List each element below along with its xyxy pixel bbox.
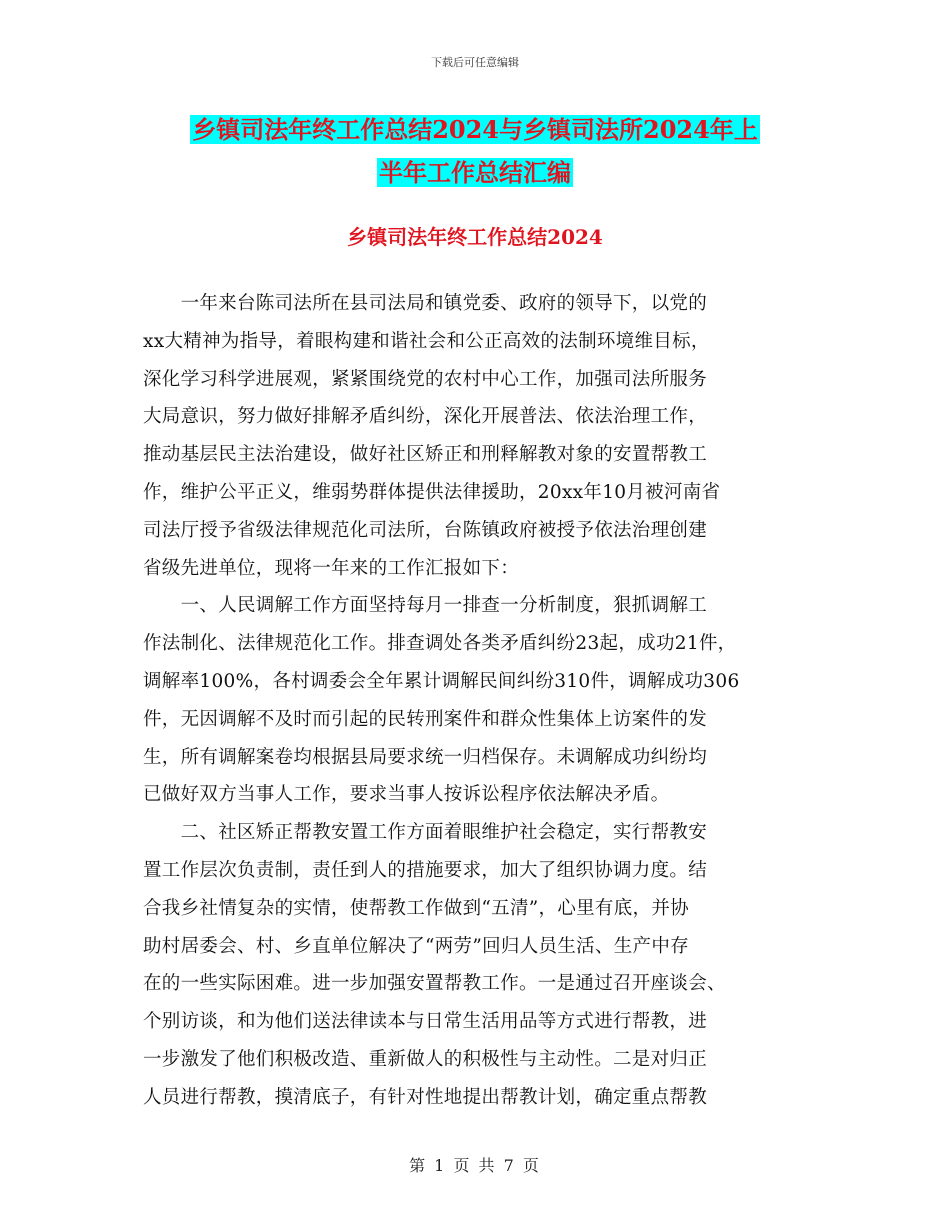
document-title-text-2: 半年工作总结汇编 bbox=[379, 158, 571, 187]
body-line: 置工作层次负责制，责任到人的措施要求，加大了组织协调力度。结 bbox=[143, 860, 708, 881]
body-line: 司法厅授予省级法律规范化司法所，台陈镇政府被授予依法治理创建 bbox=[143, 519, 708, 541]
page-footer: 第 1 页 共 7 页 bbox=[409, 1156, 541, 1175]
body-line: 一步激发了他们积极改造、重新做人的积极性与主动性。二是对归正 bbox=[143, 1049, 708, 1070]
body-line: 助村居委会、村、乡直单位解决了“两劳”回归人员生活、生产中存 bbox=[143, 935, 689, 957]
header-note: 下载后可任意编辑 bbox=[431, 56, 519, 69]
section-title: 乡镇司法年终工作总结2024 bbox=[347, 225, 603, 249]
body-line: 推动基层民主法治建设，做好社区矫正和刑释解教对象的安置帮教工 bbox=[143, 444, 708, 466]
body-line: 作法制化、法律规范化工作。排查调处各类矛盾纠纷23起，成功21件， bbox=[143, 633, 737, 655]
body-line: 件，无因调解不及时而引起的民转刑案件和群众性集体上访案件的发 bbox=[143, 708, 708, 730]
body-line: 调解率100%，各村调委会全年累计调解民间纠纷310件，调解成功306 bbox=[143, 671, 740, 692]
body-line: 大局意识，努力做好排解矛盾纠纷，深化开展普法、依法治理工作， bbox=[143, 406, 708, 428]
body-line: 生，所有调解案卷均根据县局要求统一归档保存。未调解成功纠纷均 bbox=[143, 746, 708, 768]
body-line: 人员进行帮教，摸清底子，有针对性地提出帮教计划，确定重点帮教 bbox=[143, 1086, 708, 1108]
body-line: 作，维护公平正义，维弱势群体提供法律援助，20xx年10月被河南省 bbox=[143, 482, 721, 503]
body-line: 合我乡社情复杂的实情，使帮教工作做到“五清”，心里有底，并协 bbox=[143, 897, 689, 919]
document-title-line-2 bbox=[0, 155, 950, 191]
body-line: 在的一些实际困难。进一步加强安置帮教工作。一是通过召开座谈会、 bbox=[143, 973, 726, 995]
body-line: 一年来台陈司法所在县司法局和镇党委、政府的领导下，以党的 bbox=[143, 293, 708, 314]
body-line: 二、社区矫正帮教安置工作方面着眼维护社会稳定，实行帮教安 bbox=[143, 822, 708, 844]
document-title-line-1 bbox=[0, 112, 950, 148]
document-title-text-1: 乡镇司法年终工作总结2024与乡镇司法所2024年上 bbox=[192, 115, 758, 144]
body-line: 省级先进单位，现将一年来的工作汇报如下： bbox=[143, 557, 520, 579]
body-line: 深化学习科学进展观，紧紧围绕党的农村中心工作，加强司法所服务 bbox=[143, 368, 708, 390]
body-line: xx大精神为指导，着眼构建和谐社会和公正高效的法制环境维目标， bbox=[143, 330, 710, 352]
body-line: 已做好双方当事人工作，要求当事人按诉讼程序依法解决矛盾。 bbox=[143, 784, 670, 806]
body-line: 个别访谈，和为他们送法律读本与日常生活用品等方式进行帮教，进 bbox=[143, 1011, 708, 1033]
body-line: 一、人民调解工作方面坚持每月一排查一分析制度，狠抓调解工 bbox=[143, 595, 708, 617]
